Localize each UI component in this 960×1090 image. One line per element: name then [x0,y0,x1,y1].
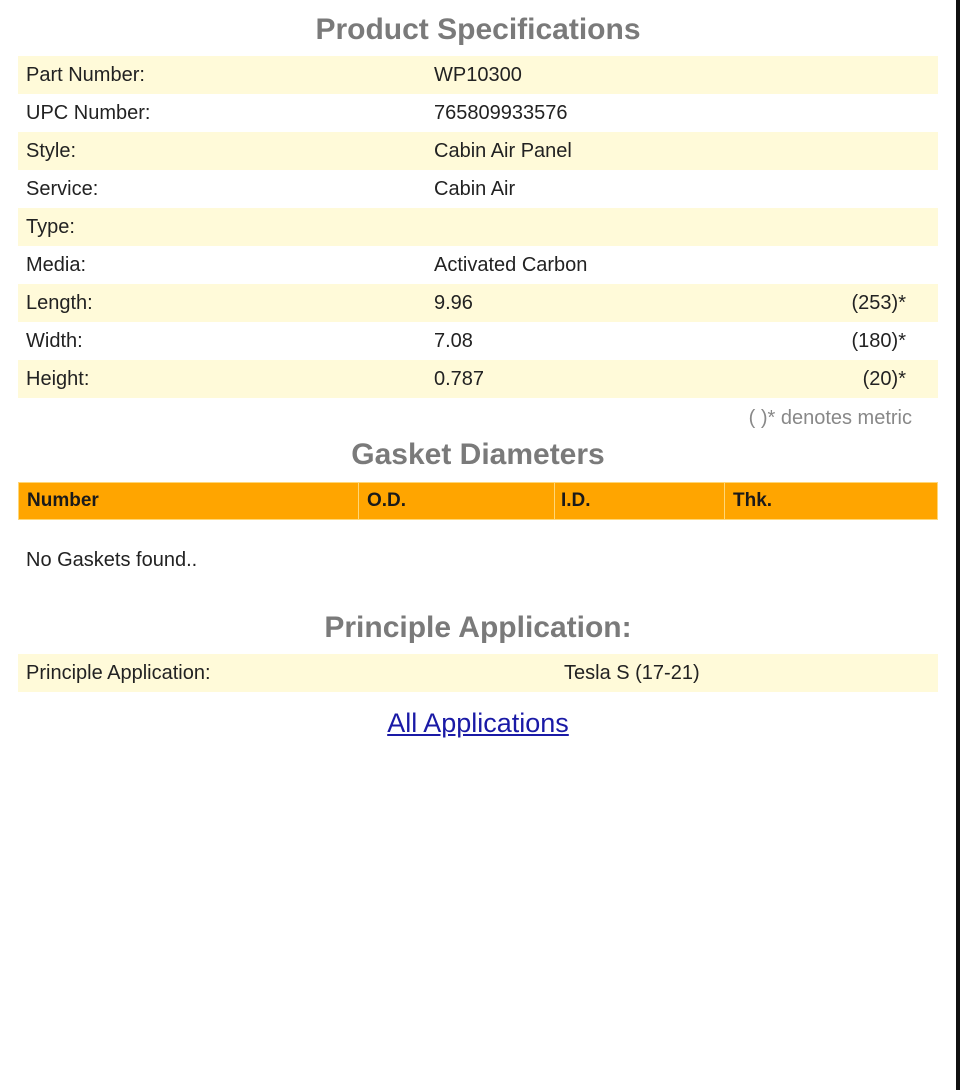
column-header-thickness: Thk. [733,490,773,511]
application-label: Principle Application: [26,662,211,684]
gasket-table-header [18,482,938,520]
spec-metric [742,132,938,170]
gasket-diameters-title: Gasket Diameters [351,438,605,471]
spec-row-style [18,132,938,170]
spec-metric [742,208,938,246]
spec-value: Cabin Air [434,177,516,200]
spec-label: Part Number: [26,63,145,86]
window-edge [956,0,960,1090]
spec-row-width [18,322,938,360]
column-header-number: Number [19,483,359,519]
spec-row-service [18,170,938,208]
spec-value: 0.787 [434,367,485,390]
spec-value: 9.96 [434,291,473,314]
spec-label: Media: [26,253,87,276]
spec-value: Cabin Air Panel [434,139,572,162]
spec-value [426,208,742,246]
spec-row-upc [18,94,938,132]
metric-note: ( )* denotes metric [748,407,912,429]
principle-application-title: Principle Application: [324,611,632,644]
spec-value: 765809933576 [434,101,568,124]
spec-label: Height: [26,367,90,390]
spec-metric [742,246,938,284]
spec-row-part-number [18,56,938,94]
spec-value: WP10300 [434,63,522,86]
all-applications-container [18,708,938,739]
spec-metric: (20)* [862,367,906,390]
spec-metric [742,170,938,208]
spec-metric: (180)* [851,329,906,352]
column-header-id-cell [555,483,725,519]
spec-row-length [18,284,938,322]
spec-value: 7.08 [434,329,473,352]
spec-metric [742,56,938,94]
product-page [18,0,938,739]
spec-label: Type: [26,215,75,238]
spec-row-height [18,360,938,398]
spec-label: Length: [26,291,93,314]
all-applications-link[interactable]: All Applications [387,708,569,738]
spec-label: Service: [26,177,99,200]
column-header-od: O.D. [359,483,555,519]
spec-row-media [18,246,938,284]
spec-label: UPC Number: [26,101,151,124]
spec-value: Activated Carbon [434,253,588,276]
spec-row-type [18,208,938,246]
specifications-title: Product Specifications [315,13,641,46]
spec-label: Width: [26,329,83,352]
column-header-id: I.D. [561,490,591,511]
spec-metric: (253)* [851,291,906,314]
no-gaskets-message: No Gaskets found.. [26,549,198,571]
application-value: Tesla S (17-21) [564,662,700,684]
specifications-table [18,56,938,398]
principle-application-row [18,654,938,692]
spec-label: Style: [26,139,77,162]
spec-metric [742,94,938,132]
